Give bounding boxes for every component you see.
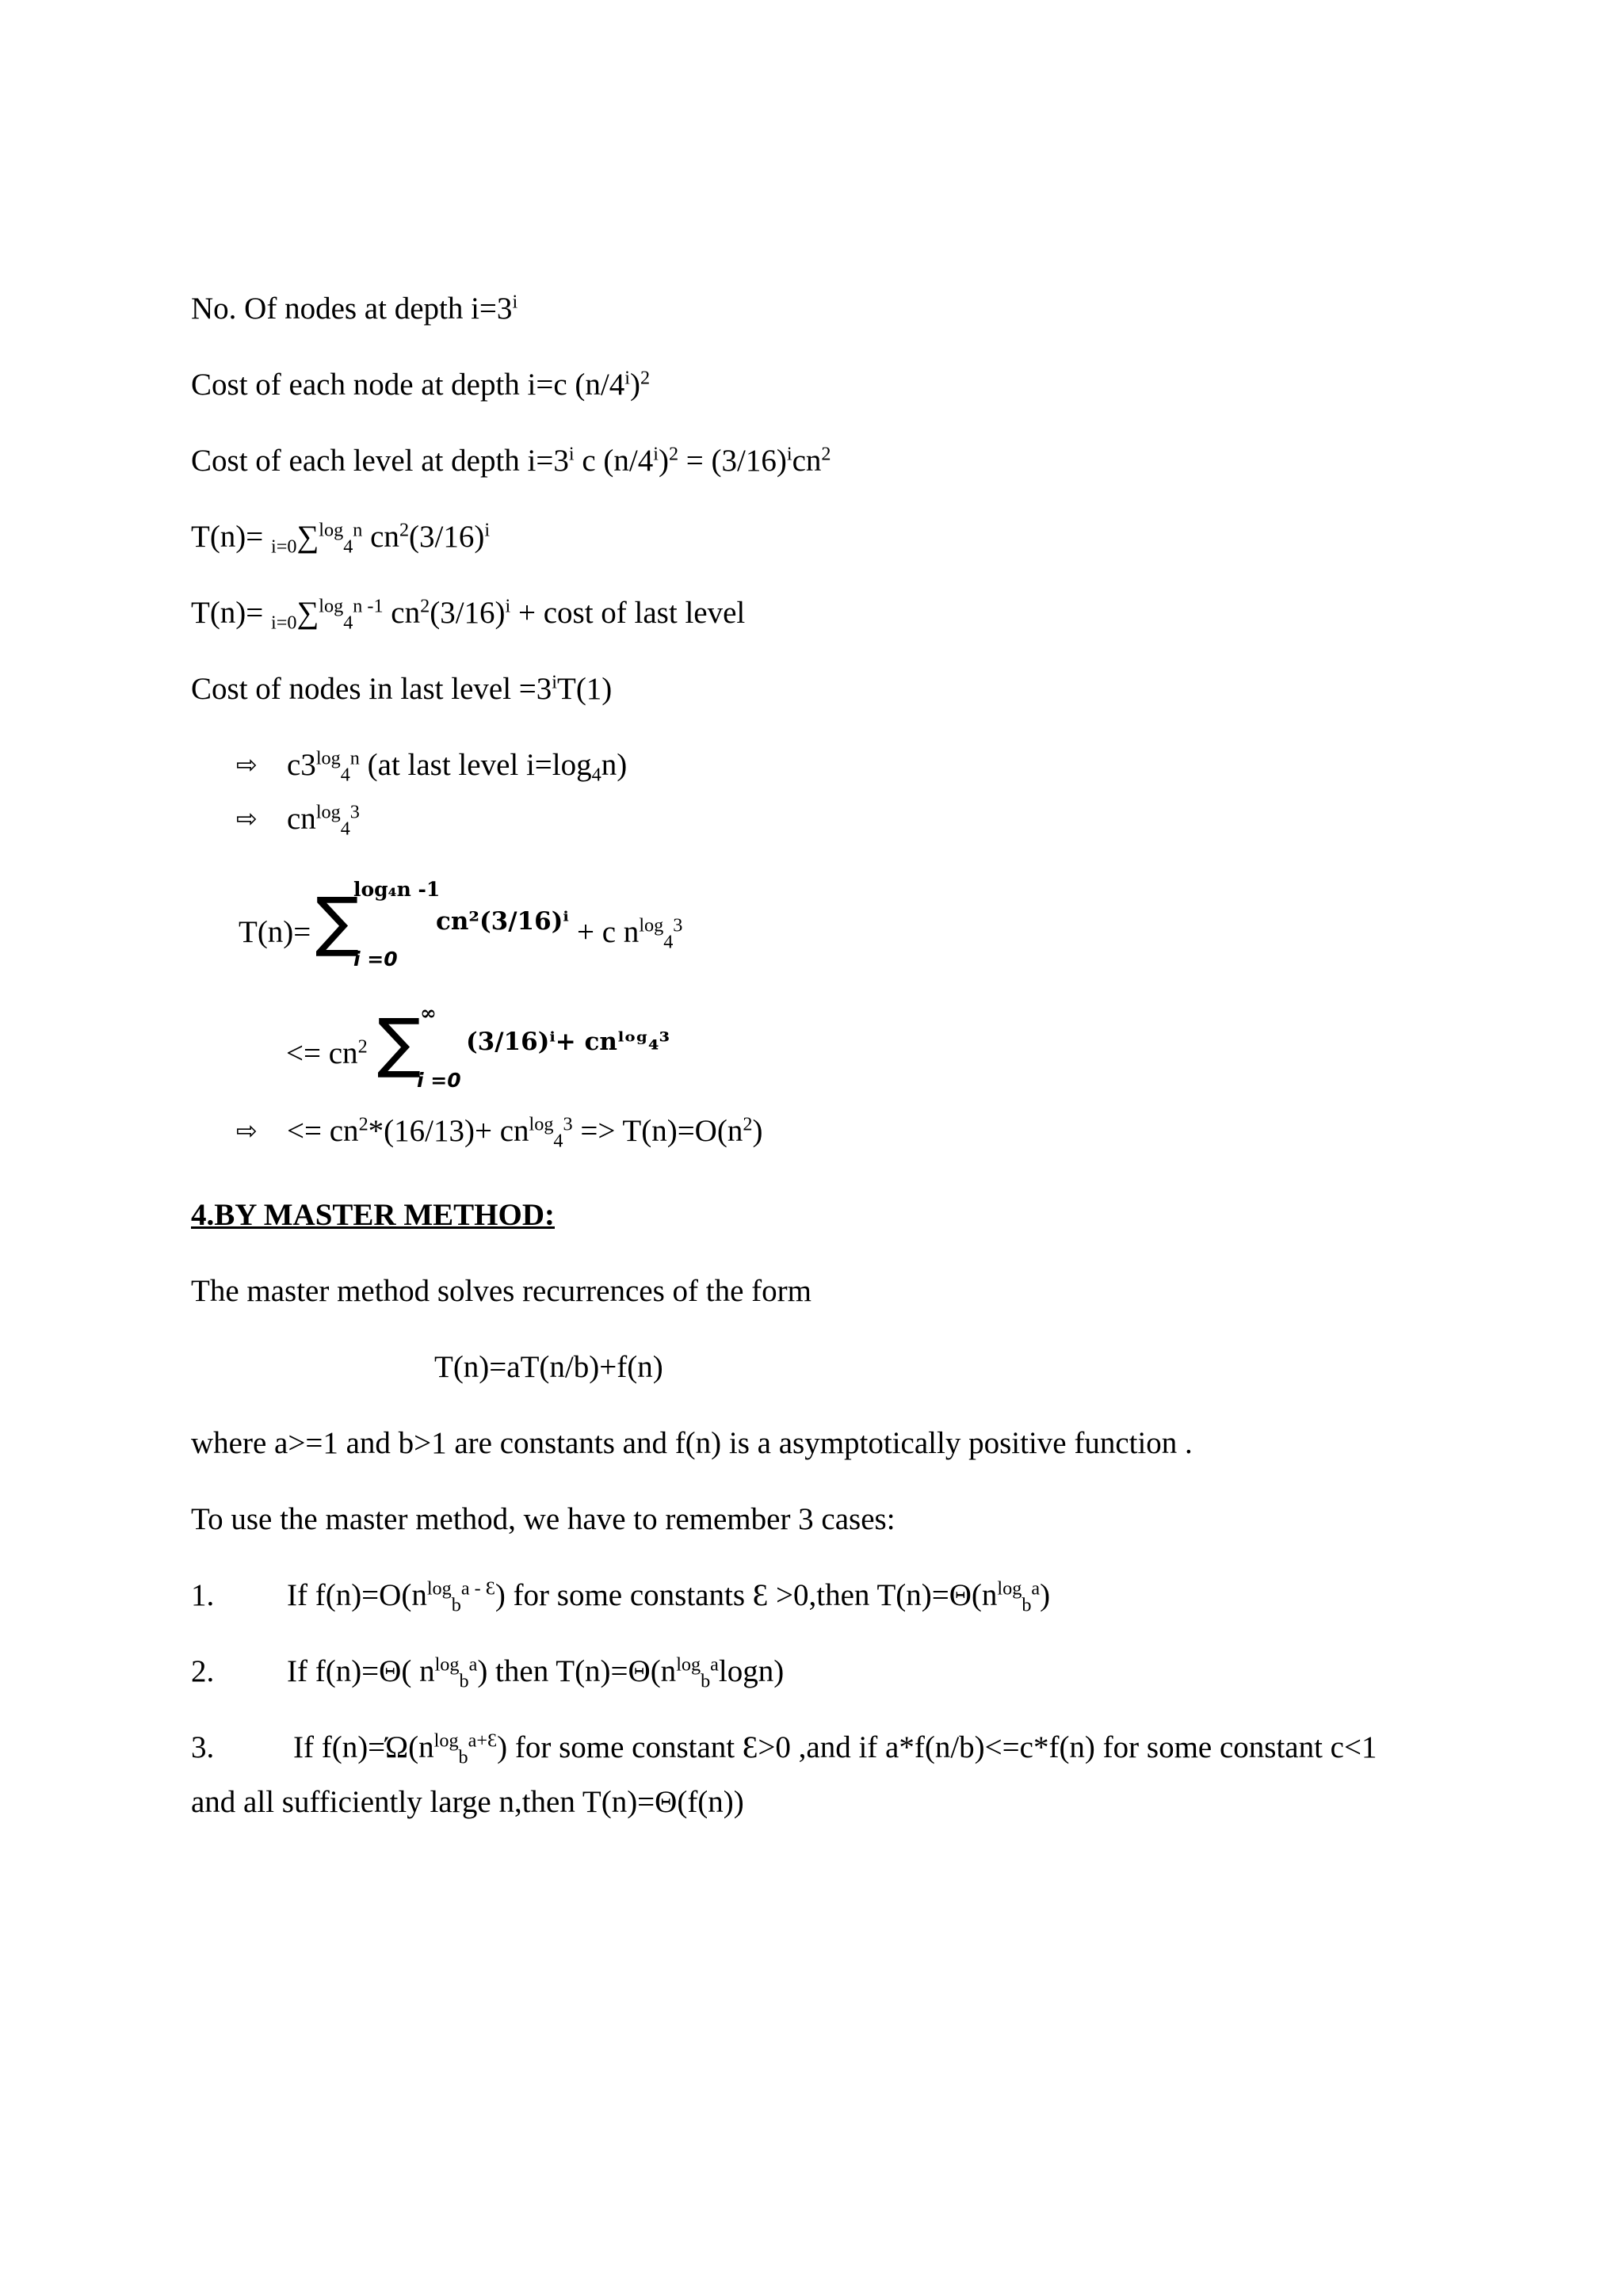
sup: i — [653, 443, 659, 465]
arrow-icon: ⇨ — [236, 749, 258, 780]
sub: 4 — [343, 536, 353, 558]
sup: i — [505, 595, 511, 617]
text: *(16/13)+ cn — [368, 1114, 529, 1148]
sup: 2 — [668, 443, 679, 465]
text: n) — [601, 748, 628, 782]
case-number: 2. — [191, 1654, 215, 1688]
sum-term: (3/16)ⁱ+ cnˡᵒᵍ₄³ — [466, 1028, 670, 1056]
text: ) then T(n)=Θ(n — [477, 1654, 677, 1688]
section-heading: 4.BY MASTER METHOD: — [191, 1198, 555, 1232]
sup: log — [529, 1113, 554, 1135]
text: ) — [658, 444, 669, 478]
text: (3/16) — [409, 520, 485, 554]
sup: 2 — [399, 519, 410, 541]
sub: 4 — [591, 764, 601, 786]
text: T(n)= — [191, 596, 272, 630]
text: + cost of last level — [510, 596, 746, 630]
sub: 4 — [340, 764, 350, 786]
text: + c n — [577, 915, 640, 949]
sup: i — [568, 443, 575, 465]
text: ) for some constants Ɛ >0,then T(n)=Θ(n — [495, 1578, 998, 1612]
sum-term: cn²(3/16)ⁱ — [436, 907, 569, 936]
sup: log — [676, 1653, 701, 1676]
sup: a+Ɛ — [468, 1730, 498, 1752]
sub: b — [458, 1746, 468, 1768]
log: log — [319, 519, 344, 541]
sub: 4 — [663, 931, 674, 953]
cost-last-level-line — [191, 673, 612, 704]
sup: 2 — [357, 1035, 368, 1058]
text: (at last level i=log — [359, 748, 592, 782]
text: No. Of nodes at depth i=3 — [191, 292, 513, 326]
text: If f(n)=O(n — [287, 1578, 427, 1612]
text: Cost of each level at depth i=3 — [191, 444, 569, 478]
text: (3/16) — [430, 596, 506, 630]
sup: n — [353, 519, 363, 541]
sum-plus-term — [577, 914, 683, 953]
cost-each-level-line — [191, 445, 831, 476]
sup: 2 — [640, 367, 651, 389]
paragraph: To use the master method, we have to remember 3 cases: — [191, 1502, 896, 1536]
text: ) — [752, 1114, 763, 1148]
case-3 — [293, 1730, 1377, 1768]
sup: 3 — [349, 801, 360, 823]
sup: log — [639, 914, 664, 936]
le-cn-squared — [286, 1035, 368, 1070]
tn-sum-line — [191, 519, 491, 558]
result-big-o-line — [287, 1113, 763, 1152]
text: If f(n)=Ώ(n — [293, 1730, 434, 1764]
text: c3 — [287, 748, 316, 782]
sup: 2 — [420, 595, 430, 617]
sum-lower-limit: i =0 — [353, 948, 398, 971]
text: T(1) — [557, 672, 613, 706]
text: c (n/4 — [574, 444, 654, 478]
sigma-symbol: ∑ — [315, 884, 360, 959]
sup: 3 — [563, 1113, 573, 1135]
sup: i — [786, 443, 792, 465]
case-2 — [287, 1653, 785, 1692]
bullet-cn-line — [287, 801, 360, 840]
log: log — [319, 595, 344, 617]
sum-upper-limit: log₄n -1 — [353, 878, 441, 901]
text: cn — [362, 520, 399, 554]
text: cn — [383, 596, 421, 630]
sigma: ∑ — [296, 596, 319, 630]
sub: b — [701, 1670, 711, 1692]
arrow-icon: ⇨ — [236, 1116, 258, 1146]
sub: i=0 — [271, 612, 297, 634]
sup: n — [349, 747, 360, 769]
text: logn) — [718, 1654, 785, 1688]
case-number: 1. — [191, 1578, 215, 1612]
nodes-at-depth-line — [191, 293, 517, 324]
text: ) — [1040, 1578, 1051, 1612]
sum-upper-limit: ∞ — [420, 1001, 437, 1024]
sup: i — [484, 519, 491, 541]
case-number: 3. — [191, 1730, 215, 1764]
case-1 — [287, 1577, 1051, 1616]
text: cn — [287, 802, 316, 836]
sub: 4 — [343, 612, 353, 634]
paragraph: where a>=1 and b>1 are constants and f(n) is a asymptotically positive function . — [191, 1426, 1193, 1460]
recurrence-formula: T(n)=aT(n/b)+f(n) — [434, 1350, 663, 1384]
sup: log — [315, 801, 341, 823]
text: <= cn — [287, 1114, 359, 1148]
sup: log — [426, 1577, 452, 1600]
sup — [319, 520, 343, 541]
sup: i — [552, 671, 557, 693]
case-3-continued: and all sufficiently large n,then T(n)=Θ(f(n)) — [191, 1785, 744, 1819]
tn-sum-last-level-line — [191, 595, 746, 634]
sup: log — [434, 1653, 460, 1676]
sup: i — [624, 367, 630, 389]
sigma: ∑ — [296, 520, 319, 554]
sup: a - Ɛ — [460, 1577, 495, 1600]
text: cn — [792, 444, 822, 478]
bullet-c3-line — [287, 747, 628, 786]
arrow-icon: ⇨ — [236, 803, 258, 833]
sup: a — [468, 1653, 478, 1676]
sigma-symbol: ∑ — [377, 1005, 422, 1081]
sup: 2 — [358, 1113, 369, 1135]
cost-each-node-line — [191, 369, 650, 400]
text: ) for some constant Ɛ>0 ,and if a*f(n/b)<=c*f(n) for some constant c<1 — [497, 1730, 1377, 1764]
sup: i — [512, 291, 518, 313]
sup — [319, 596, 343, 617]
text: If f(n)=Θ( n — [287, 1654, 435, 1688]
text: = (3/16) — [678, 444, 787, 478]
text: ) — [629, 368, 640, 402]
sub: 4 — [553, 1130, 563, 1152]
sub: b — [1022, 1594, 1032, 1616]
sum-lower-limit: i =0 — [417, 1069, 461, 1092]
paragraph: The master method solves recurrences of the form — [191, 1274, 812, 1308]
sup: log — [315, 747, 341, 769]
sub: i=0 — [271, 536, 297, 558]
sup: a — [710, 1653, 719, 1676]
sup: n -1 — [353, 595, 384, 617]
text: <= cn — [286, 1036, 358, 1070]
sup: 2 — [821, 443, 831, 465]
text: Cost of nodes in last level =3 — [191, 672, 552, 706]
sup: 2 — [743, 1113, 753, 1135]
sub: b — [459, 1670, 469, 1692]
text: Cost of each node at depth i=c (n/4 — [191, 368, 625, 402]
sup: a — [1031, 1577, 1041, 1600]
tn-equation-left: T(n)= — [239, 915, 311, 949]
sup: 3 — [673, 914, 683, 936]
sub: b — [451, 1594, 461, 1616]
sup: log — [433, 1730, 459, 1752]
text: T(n)= — [191, 520, 272, 554]
text: => T(n)=O(n — [572, 1114, 743, 1148]
sup: log — [997, 1577, 1022, 1600]
sub: 4 — [340, 818, 350, 840]
